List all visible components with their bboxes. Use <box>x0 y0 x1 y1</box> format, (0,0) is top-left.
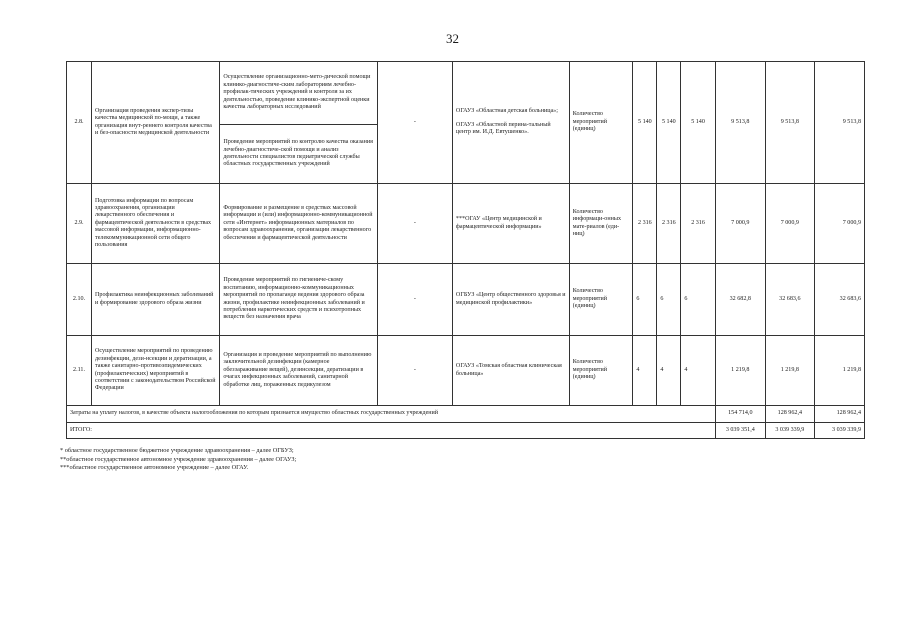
footnotes <box>60 447 296 473</box>
quantity-cell: 5 140 <box>657 62 681 184</box>
activity-cell: Проведение мероприятий по гигиениче-скому воспитанию, информационно-коммуникационных мероприятий по пропаганде ведения здорового образа жизни, профилактике неинфекционных заболеваний и потребления наркотических средств и психотропных веществ без назначения врача <box>220 264 378 336</box>
amount-cell: 1 219,8 <box>814 336 864 406</box>
footnote: * областное государственное бюджетное учреждение здравоохранения – далее ОГБУЗ; <box>60 447 294 454</box>
amount-cell: 7 000,9 <box>814 184 864 264</box>
amount-cell: 9 513,8 <box>814 62 864 184</box>
footnote: ***областное государственное автономное учреждение – далее ОГАУ. <box>60 464 249 471</box>
quantity-cell: 2 316 <box>657 184 681 264</box>
tax-label: Затраты на уплату налогов, в качестве объекта налогообложения по которым признается имущество областных государственных учреждений <box>67 406 716 423</box>
amount-cell: 3 039 351,4 <box>715 423 765 439</box>
amount-cell: 3 039 339,9 <box>765 423 814 439</box>
activity-cell: Осуществление организационно-мето-дической помощи клинико-диагностиче-ским лабораториям лечебно-профилак-тических учреждений и контроля за их деятельностью, проведение клинико-экспертной оценки качества лабораторных исследований <box>220 62 378 125</box>
footnote: **областное государственное автономное учреждение здравоохранения – далее ОГАУЗ; <box>60 455 297 463</box>
amount-cell: 1 219,8 <box>765 336 814 406</box>
dash-cell: - <box>377 184 452 264</box>
table-row <box>67 336 865 406</box>
quantity-cell: 4 <box>657 336 681 406</box>
amount-cell: 128 962,4 <box>765 406 814 423</box>
row-number: 2.8. <box>67 62 92 184</box>
quantity-cell: 6 <box>633 264 657 336</box>
total-label: ИТОГО: <box>67 423 716 439</box>
quantity-cell: 6 <box>681 264 715 336</box>
dash-cell: - <box>377 62 452 184</box>
executor-cell: ОГАУЗ «Томская областная клиническая больница» <box>452 336 569 406</box>
indicator-cell: Количество мероприятий (единиц) <box>569 336 633 406</box>
indicator-cell: Количество мероприятий (единиц) <box>569 264 633 336</box>
indicator-cell: Количество информаци-онных мате-риалов (еди-ниц) <box>569 184 633 264</box>
table-row <box>67 184 865 264</box>
activity-cell: Формирование и размещение в средствах массовой информации и (или) информационно-коммуникационной сети «Интернет» информационных материалов по вопросам здравоохранения, организации лекарственного обеспечения и фармацевтической деятельности <box>220 184 378 264</box>
amount-cell: 3 039 339,9 <box>814 423 864 439</box>
table-row <box>67 264 865 336</box>
dash-cell: - <box>377 264 452 336</box>
measure-cell: Профилактика неинфекционных заболеваний и формирование здорового образа жизни <box>92 264 220 336</box>
tax-row <box>67 406 865 423</box>
activity-cell: Организация и проведение мероприятий по выполнению заключительной дезинфекции (камерное обеззараживание вещей), дезинсекции, дератизации в очагах инфекционных заболеваний, санитарной обработке лиц, пораженных педикулезом <box>220 336 378 406</box>
executor-cell <box>452 62 569 184</box>
amount-cell: 7 000,9 <box>715 184 765 264</box>
quantity-cell: 5 140 <box>633 62 657 184</box>
amount-cell: 32 683,6 <box>814 264 864 336</box>
amount-cell: 9 513,8 <box>765 62 814 184</box>
quantity-cell: 6 <box>657 264 681 336</box>
quantity-cell: 4 <box>681 336 715 406</box>
measure-cell: Организация проведения экспер-тизы качества медицинской по-мощи, а также организация внут-реннего контроля качества и без-опасности медицинской деятельности <box>92 62 220 184</box>
dash-cell: - <box>377 336 452 406</box>
budget-table <box>66 61 865 439</box>
quantity-cell: 5 140 <box>681 62 715 184</box>
row-number: 2.10. <box>67 264 92 336</box>
amount-cell: 32 682,8 <box>715 264 765 336</box>
executor-cell: ОГБУЗ «Центр общественного здоровья и медицинской профилактики» <box>452 264 569 336</box>
quantity-cell: 4 <box>633 336 657 406</box>
executor-line: ОГАУЗ «Областная детская больница»; <box>455 108 558 115</box>
amount-cell: 154 714,0 <box>715 406 765 423</box>
amount-cell: 1 219,8 <box>715 336 765 406</box>
quantity-cell: 2 316 <box>633 184 657 264</box>
measure-cell: Осуществление мероприятий по проведению дезинфекции, дези-нсекции и дератизации, а также санитарно-противоэпидемических (профилактических) мероприятий в соответствии с законодательством Российской Федерации <box>92 336 220 406</box>
row-number: 2.11. <box>67 336 92 406</box>
measure-cell: Подготовка информации по вопросам здравоохранения, организации лекарственного обеспечения и фармацевтической деятельности в средствах массовой информации, информационно-телекоммуникационной сети общего пользования <box>92 184 220 264</box>
amount-cell: 32 683,6 <box>765 264 814 336</box>
quantity-cell: 2 316 <box>681 184 715 264</box>
executor-line: ОГАУЗ «Областной перина-тальный центр им. И.Д. Евтушенко». <box>455 121 551 136</box>
activity-cell: Проведение мероприятий по контролю качества оказания лечебно-диагностиче-ской помощи и анализ деятельности специалистов педиатрической службы областных государственных учреждений <box>220 125 378 184</box>
total-row <box>67 423 865 439</box>
amount-cell: 7 000,9 <box>765 184 814 264</box>
page-number: 32 <box>446 31 459 46</box>
executor-cell: ***ОГАУ «Центр медицинской и фармацевтической информации» <box>452 184 569 264</box>
amount-cell: 9 513,8 <box>715 62 765 184</box>
indicator-cell: Количество мероприятий (единиц) <box>569 62 633 184</box>
row-number: 2.9. <box>67 184 92 264</box>
amount-cell: 128 962,4 <box>814 406 864 423</box>
table-row <box>67 62 865 125</box>
